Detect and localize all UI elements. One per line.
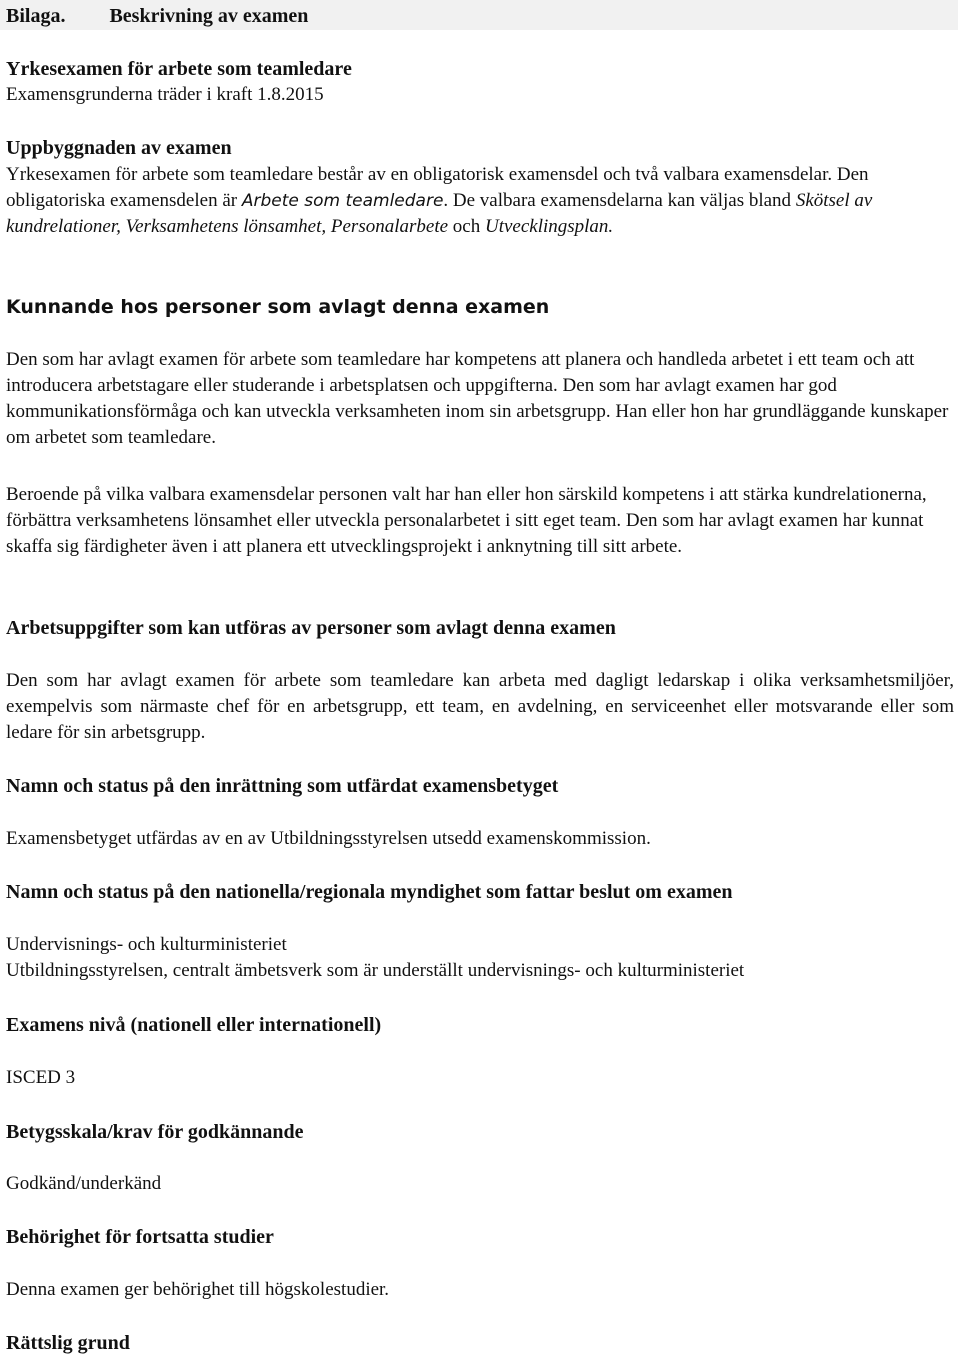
authority-list bbox=[6, 932, 954, 984]
authority-ministry: Undervisnings- och kulturministeriet bbox=[6, 934, 287, 955]
structure-heading: Uppbyggnaden av examen bbox=[6, 137, 232, 159]
eligibility-heading: Behörighet för fortsatta studier bbox=[6, 1226, 274, 1248]
level-heading: Examens nivå (nationell eller internationell) bbox=[6, 1014, 382, 1036]
tasks-text: Den som har avlagt examen för arbete som teamledare kan arbeta med dagligt ledarskap i olika verksamhetsmiljöer, exempelvis som närmaste chef för en arbetsgrupp, ett team, en avdelning, en serviceenhet eller motsvarande eller som ledare för sin arbetsgrupp. bbox=[6, 670, 954, 743]
mandatory-part: Arbete som teamledare bbox=[241, 191, 444, 211]
legal-heading: Rättslig grund bbox=[6, 1332, 130, 1354]
annex-label: Bilaga. bbox=[6, 5, 66, 27]
grading-text: Godkänd/underkänd bbox=[6, 1173, 162, 1194]
tasks-heading: Arbetsuppgifter som kan utföras av personer som avlagt denna examen bbox=[6, 617, 616, 639]
issuer-text: Examensbetyget utfärdas av en av Utbildningsstyrelsen utsedd examenskommission. bbox=[6, 828, 651, 849]
competence-paragraph-1: Den som har avlagt examen för arbete som teamledare har kompetens att planera och handleda arbetet i ett team och att introducera arbetstagare eller studerande i arbetsplatsen och uppgifterna. Den som har avlagt examen har god kommunikationsförmåga och kan utveckla verksamheten inom sin arbetsgrupp. Han eller hon har grundläggande kunskaper om arbetet som teamledare. bbox=[6, 349, 949, 448]
optional-part-plan: Utvecklingsplan. bbox=[484, 216, 614, 237]
grading-heading: Betygsskala/krav för godkännande bbox=[6, 1121, 304, 1143]
exam-name: Yrkesexamen för arbete som teamledare bbox=[6, 58, 352, 80]
exam-title-block bbox=[6, 56, 954, 108]
annex-header-bar bbox=[0, 0, 958, 30]
competence-heading: Kunnande hos personer som avlagt denna examen bbox=[6, 296, 550, 318]
level-text: ISCED 3 bbox=[6, 1067, 76, 1088]
exam-effective-date: Examensgrunderna träder i kraft 1.8.2015 bbox=[6, 84, 324, 105]
annex-title: Beskrivning av examen bbox=[109, 5, 309, 27]
structure-text: Yrkesexamen för arbete som teamledare består av en obligatorisk examensdel och två valbara examensdelar. Den obligatoriska examensdelen är Arbete som teamledare. De valbara examensdelarna kan väljas bland Skötsel av kundrelationer, Verksamhetens lönsamhet, Personalarbete och Utvecklingsplan. bbox=[6, 164, 873, 237]
optional-parts: Skötsel av kundrelationer, Verksamhetens lönsamhet, Personalarbete bbox=[6, 190, 873, 237]
authority-heading: Namn och status på den nationella/regionala myndighet som fattar beslut om examen bbox=[6, 881, 733, 903]
issuer-heading: Namn och status på den inrättning som utfärdat examensbetyget bbox=[6, 775, 559, 797]
eligibility-text: Denna examen ger behörighet till högskolestudier. bbox=[6, 1279, 390, 1300]
authority-agency: Utbildningsstyrelsen, centralt ämbetsverk som är underställt undervisnings- och kulturministeriet bbox=[6, 960, 745, 981]
competence-paragraph-2: Beroende på vilka valbara examensdelar personen valt har han eller hon särskild kompetens i att stärka kundrelationerna, förbättra verksamhetens lönsamhet eller utveckla personalarbetet i sitt eget team. Den som har avlagt examen har kunnat skaffa sig färdigheter även i att planera ett utvecklingsprojekt i anknytning till sitt arbete. bbox=[6, 484, 927, 557]
